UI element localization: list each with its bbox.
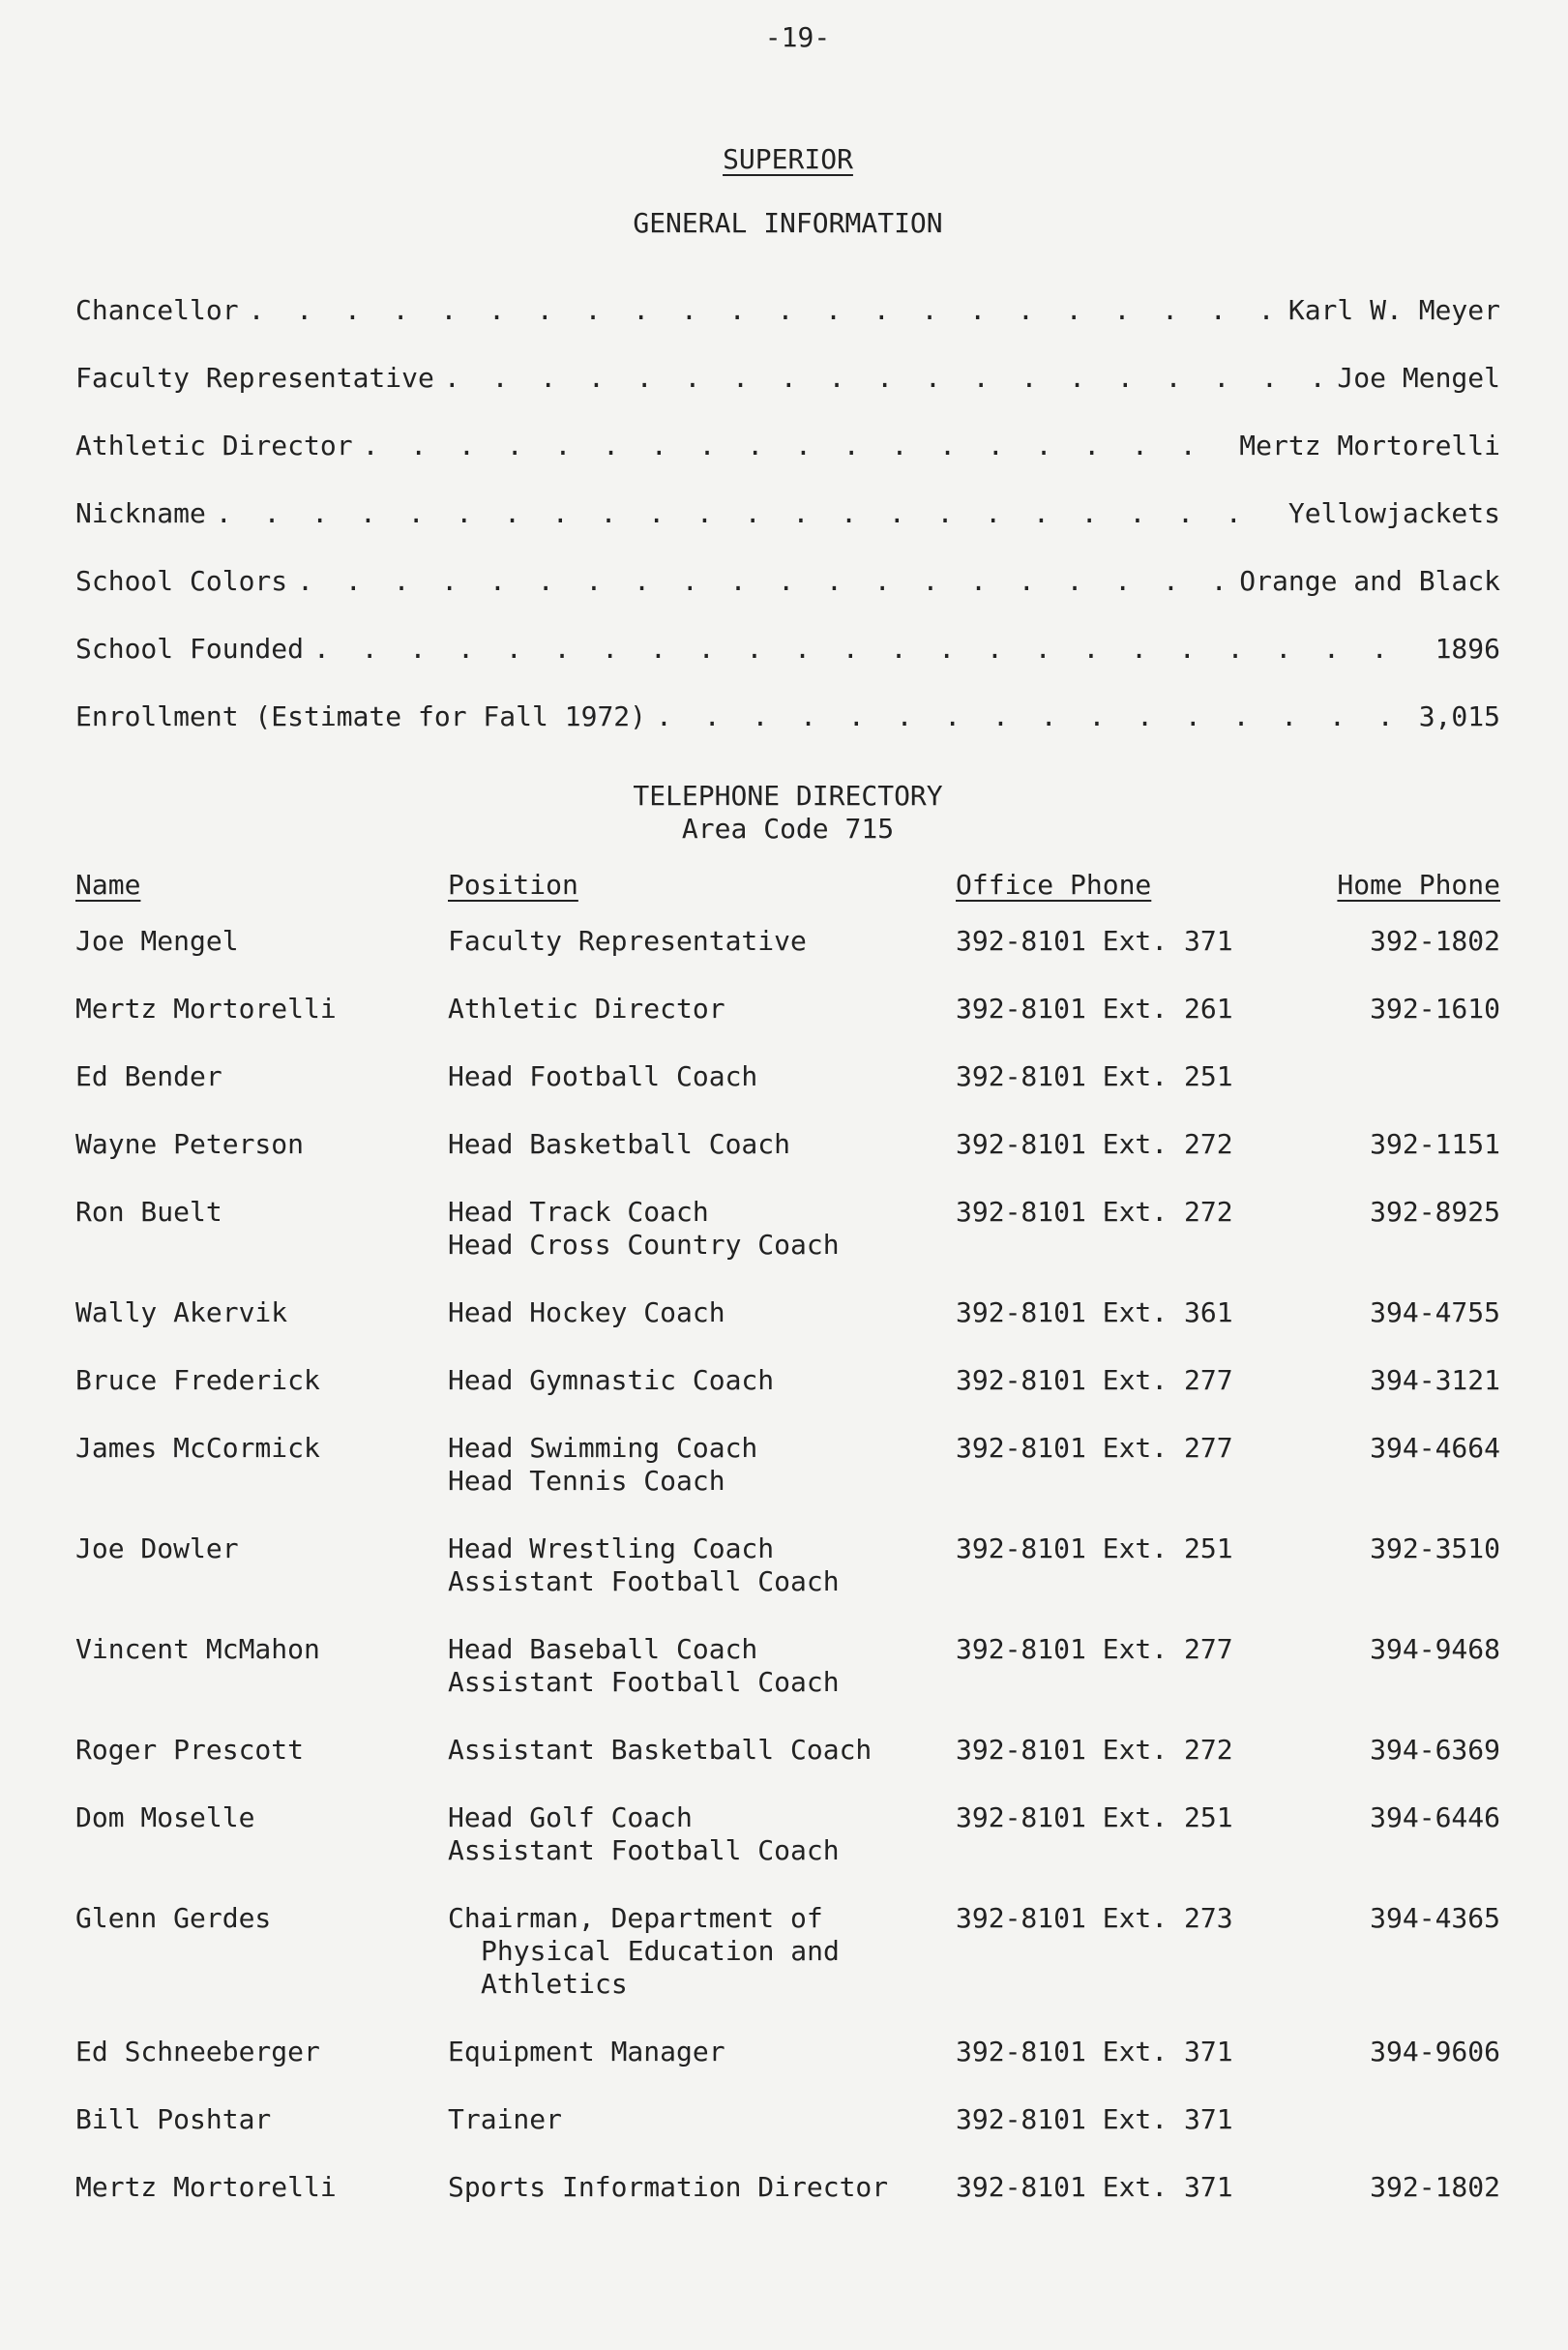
cell-name: Wally Akervik	[75, 1296, 288, 1328]
position-line: Head Golf Coach	[448, 1801, 693, 1833]
cell-home-phone: 394-4755	[1370, 1296, 1500, 1328]
position-line: Head Gymnastic Coach	[448, 1364, 775, 1396]
cell-name: Dom Moselle	[75, 1801, 255, 1833]
position-line: Head Tennis Coach	[448, 1465, 725, 1497]
cell-name: Wayne Peterson	[75, 1128, 305, 1160]
cell-office-phone: 392-8101 Ext. 272	[956, 1196, 1233, 1228]
cell-name: Bill Poshtar	[75, 2103, 272, 2135]
cell-office-phone: 392-8101 Ext. 272	[956, 1128, 1233, 1160]
position-line: Chairman, Department of	[448, 1902, 823, 1934]
table-header-row	[75, 869, 1500, 925]
cell-name: Joe Dowler	[75, 1532, 239, 1564]
table-row	[75, 1734, 1500, 1801]
table-row	[75, 1633, 1500, 1734]
column-header-home-phone: Home Phone	[1337, 869, 1500, 901]
info-row	[75, 362, 1500, 430]
info-value: Yellowjackets	[1287, 497, 1500, 529]
position-line: Trainer	[448, 2103, 563, 2135]
dot-leader	[216, 497, 1279, 530]
cell-name: Glenn Gerdes	[75, 1902, 272, 1934]
column-header-office-phone: Office Phone	[956, 869, 1152, 901]
cell-name: Roger Prescott	[75, 1734, 305, 1766]
page-title-text: SUPERIOR	[723, 143, 853, 175]
info-value: Karl W. Meyer	[1287, 294, 1500, 326]
position-line: Head Basketball Coach	[448, 1128, 791, 1160]
table-row	[75, 1801, 1500, 1902]
cell-name: Vincent McMahon	[75, 1633, 320, 1665]
position-line: Head Cross Country Coach	[448, 1229, 840, 1261]
cell-position	[448, 1364, 956, 1432]
cell-position	[448, 1432, 956, 1532]
table-row	[75, 993, 1500, 1060]
info-label: Enrollment (Estimate for Fall 1972)	[75, 700, 647, 732]
cell-name: Joe Mengel	[75, 925, 239, 957]
cell-home-phone: 392-1802	[1370, 925, 1500, 957]
table-row	[75, 1128, 1500, 1196]
info-row	[75, 633, 1500, 700]
telephone-directory-table	[75, 869, 1500, 2239]
position-line: Assistant Football Coach	[448, 1666, 840, 1698]
cell-home-phone: 394-3121	[1370, 1364, 1500, 1396]
table-row	[75, 2103, 1500, 2171]
info-row	[75, 430, 1500, 497]
dot-leader	[656, 700, 1409, 733]
cell-home-phone	[1280, 2103, 1500, 2171]
position-line: Physical Education and	[481, 1935, 840, 1967]
column-header-name: Name	[75, 869, 141, 901]
cell-home-phone: 392-3510	[1370, 1532, 1500, 1564]
info-label: School Founded	[75, 633, 305, 665]
page-title	[75, 143, 1500, 176]
table-row	[75, 1532, 1500, 1633]
cell-name: Ron Buelt	[75, 1196, 222, 1228]
cell-office-phone: 392-8101 Ext. 251	[956, 1060, 1233, 1092]
table-row	[75, 1432, 1500, 1532]
info-label: School Colors	[75, 565, 288, 597]
info-label: Chancellor	[75, 294, 239, 326]
directory-rows	[75, 925, 1500, 2239]
info-row	[75, 497, 1500, 565]
cell-home-phone: 394-4664	[1370, 1432, 1500, 1464]
cell-name: Ed Bender	[75, 1060, 222, 1092]
dot-leader	[313, 633, 1426, 666]
cell-home-phone: 394-9606	[1370, 2036, 1500, 2067]
cell-home-phone: 392-1610	[1370, 993, 1500, 1025]
cell-position	[448, 1196, 956, 1296]
cell-position	[448, 2036, 956, 2103]
info-label: Nickname	[75, 497, 206, 529]
cell-home-phone: 394-9468	[1370, 1633, 1500, 1665]
cell-office-phone: 392-8101 Ext. 277	[956, 1432, 1233, 1464]
cell-office-phone: 392-8101 Ext. 371	[956, 2036, 1233, 2067]
cell-position	[448, 925, 956, 993]
cell-home-phone: 392-8925	[1370, 1196, 1500, 1228]
position-line: Athletics	[481, 1968, 628, 2000]
cell-office-phone: 392-8101 Ext. 361	[956, 1296, 1233, 1328]
cell-position	[448, 1060, 956, 1128]
position-line: Head Football Coach	[448, 1060, 758, 1092]
dot-leader	[297, 565, 1229, 598]
cell-office-phone: 392-8101 Ext. 251	[956, 1532, 1233, 1564]
table-row	[75, 925, 1500, 993]
position-line: Assistant Football Coach	[448, 1834, 840, 1866]
table-row	[75, 1196, 1500, 1296]
directory-area-code: Area Code 715	[681, 813, 895, 845]
cell-position	[448, 1633, 956, 1734]
page-number: -19-	[764, 21, 831, 53]
dot-leader	[249, 294, 1279, 327]
position-line: Faculty Representative	[448, 925, 807, 957]
info-value: Orange and Black	[1239, 565, 1500, 597]
table-row	[75, 2036, 1500, 2103]
position-line: Head Track Coach	[448, 1196, 709, 1228]
cell-office-phone: 392-8101 Ext. 261	[956, 993, 1233, 1025]
info-value: 3,015	[1418, 700, 1500, 732]
cell-position	[448, 1128, 956, 1196]
cell-position	[448, 2171, 956, 2239]
table-row	[75, 1364, 1500, 1432]
info-row	[75, 565, 1500, 633]
cell-home-phone	[1280, 1060, 1500, 1128]
cell-name: Mertz Mortorelli	[75, 2171, 337, 2203]
general-info-list	[75, 294, 1500, 768]
dot-leader	[444, 362, 1328, 395]
cell-office-phone: 392-8101 Ext. 273	[956, 1902, 1233, 1934]
position-line: Athletic Director	[448, 993, 725, 1025]
position-line: Sports Information Director	[448, 2171, 889, 2203]
directory-heading: TELEPHONE DIRECTORY	[633, 780, 943, 812]
cell-office-phone: 392-8101 Ext. 251	[956, 1801, 1233, 1833]
cell-home-phone: 392-1151	[1370, 1128, 1500, 1160]
info-label: Athletic Director	[75, 430, 353, 461]
cell-office-phone: 392-8101 Ext. 371	[956, 2171, 1233, 2203]
cell-office-phone: 392-8101 Ext. 272	[956, 1734, 1233, 1766]
cell-home-phone: 394-6369	[1370, 1734, 1500, 1766]
cell-name: Ed Schneeberger	[75, 2036, 320, 2067]
cell-position	[448, 2103, 956, 2171]
info-row	[75, 700, 1500, 768]
position-line: Head Hockey Coach	[448, 1296, 725, 1328]
cell-home-phone: 392-1802	[1370, 2171, 1500, 2203]
dot-leader	[363, 430, 1230, 462]
cell-name: Bruce Frederick	[75, 1364, 320, 1396]
cell-position	[448, 1734, 956, 1801]
info-label: Faculty Representative	[75, 362, 434, 394]
cell-name: Mertz Mortorelli	[75, 993, 337, 1025]
info-row	[75, 294, 1500, 362]
cell-home-phone: 394-6446	[1370, 1801, 1500, 1833]
cell-home-phone: 394-4365	[1370, 1902, 1500, 1934]
cell-office-phone: 392-8101 Ext. 277	[956, 1633, 1233, 1665]
cell-position	[448, 1296, 956, 1364]
position-line: Head Swimming Coach	[448, 1432, 758, 1464]
cell-position	[448, 1801, 956, 1902]
position-line: Assistant Basketball Coach	[448, 1734, 873, 1766]
cell-position	[448, 1532, 956, 1633]
info-value: Joe Mengel	[1337, 362, 1500, 394]
table-row	[75, 1296, 1500, 1364]
table-row	[75, 1060, 1500, 1128]
position-line: Head Wrestling Coach	[448, 1532, 775, 1564]
cell-office-phone: 392-8101 Ext. 277	[956, 1364, 1233, 1396]
section-title-general-information: GENERAL INFORMATION	[633, 207, 943, 239]
cell-office-phone: 392-8101 Ext. 371	[956, 925, 1233, 957]
position-line: Assistant Football Coach	[448, 1565, 840, 1597]
position-line: Head Baseball Coach	[448, 1633, 758, 1665]
info-value: 1896	[1435, 633, 1500, 665]
cell-position	[448, 993, 956, 1060]
cell-name: James McCormick	[75, 1432, 320, 1464]
position-line: Equipment Manager	[448, 2036, 725, 2067]
column-header-position: Position	[448, 869, 578, 901]
cell-office-phone: 392-8101 Ext. 371	[956, 2103, 1233, 2135]
cell-position	[448, 1902, 956, 2036]
info-value: Mertz Mortorelli	[1239, 430, 1500, 461]
table-row	[75, 2171, 1500, 2239]
table-row	[75, 1902, 1500, 2036]
